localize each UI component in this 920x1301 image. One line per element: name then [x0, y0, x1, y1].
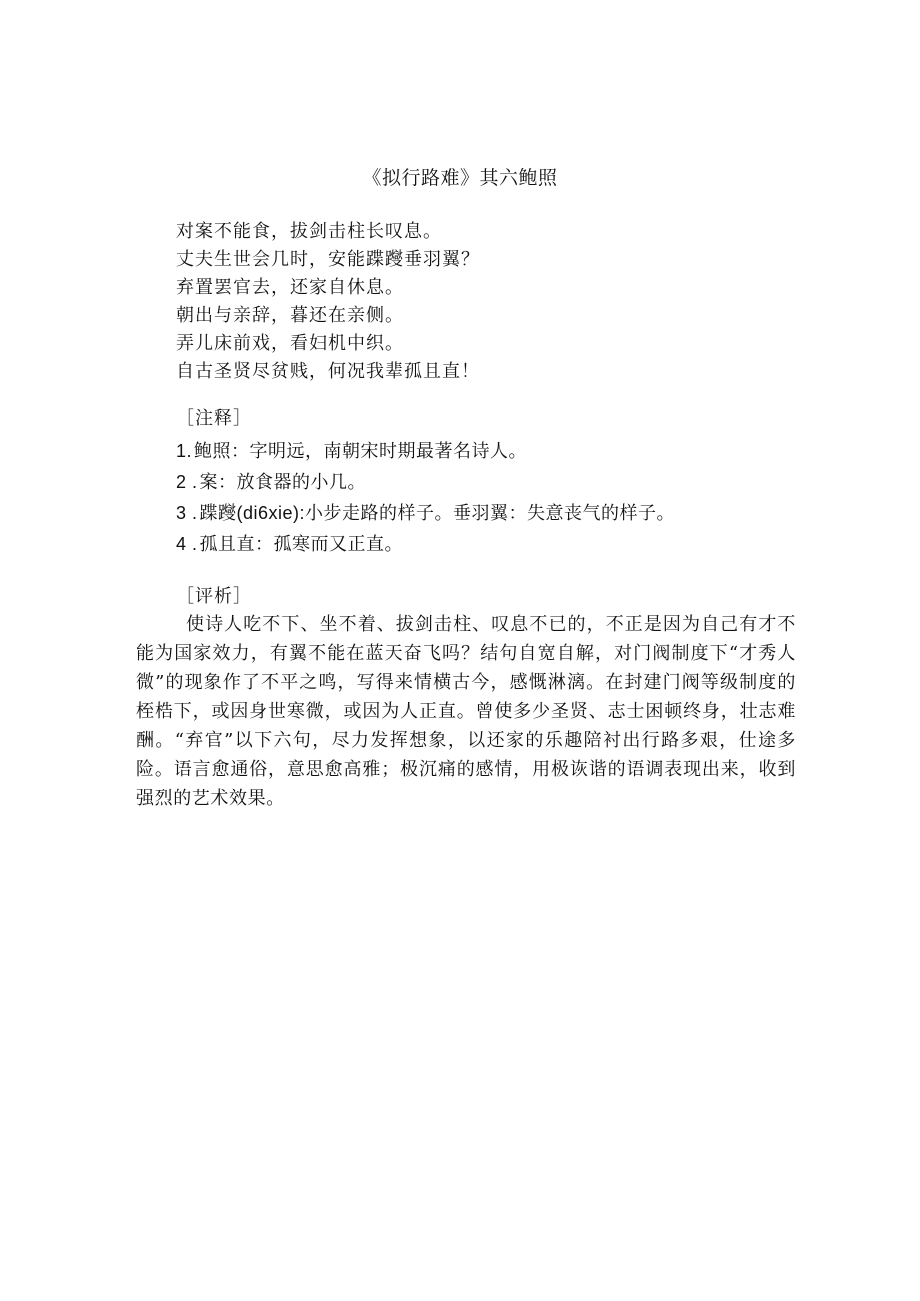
- poem-line: 朝出与亲辞，暮还在亲侧。: [176, 305, 404, 326]
- poem-line: 丈夫生世会几时，安能蹀躞垂羽翼？: [176, 249, 480, 270]
- note-term: 蹀躞: [199, 503, 237, 524]
- note-text: 小步走路的样子。垂羽翼：失意丧气的样子。: [305, 503, 676, 524]
- poem-line: 弄儿床前戏，看妇机中织。: [176, 333, 404, 354]
- poem-title: 《拟行路难》其六鲍照: [362, 167, 558, 189]
- note-text: 孤且直：孤寒而又正直。: [199, 534, 404, 555]
- note-number: 4 .: [176, 534, 198, 554]
- note-number: 2 .: [176, 472, 198, 492]
- poem-line: 自古圣贤尽贫贱，何况我辈孤且直！: [176, 361, 480, 382]
- poem-line: 弃置罢官去，还家自休息。: [176, 277, 404, 298]
- commentary-paragraph: 使诗人吃不下、坐不着、拔剑击柱、叹息不已的，不正是因为自己有才不能为国家效力，有翼不能在蓝天奋飞吗？结句自宽自解，对门阀制度下“才秀人微”的现象作了不平之鸣，写得来情横古今，感慨淋漓。在封建门阀等级制度的桎梏下，或因身世寒微，或因为人正直。曾使多少圣贤、志士困顿终身，壮志难酬。“弃官”以下六句，尽力发挥想象，以还家的乐趣陪衬出行路多艰，仕途多险。语言愈通俗，意思愈高雅；极沉痛的感情，用极诙谐的语调表现出来，收到强烈的艺术效果。: [136, 614, 796, 809]
- commentary-heading: ［评析］: [176, 586, 252, 607]
- poem-body: [176, 218, 480, 386]
- poem-line: 对案不能食，拔剑击柱长叹息。: [176, 221, 442, 242]
- note-text: 鲍照：字明远，南朝宋时期最著名诗人。: [194, 441, 528, 462]
- notes-heading: ［注释］: [176, 408, 252, 429]
- note-pinyin: (di6xie):: [236, 503, 306, 523]
- note-number: 1.: [176, 441, 193, 461]
- note-number: 3 .: [176, 503, 198, 523]
- note-text: 案：放食器的小几。: [199, 472, 367, 493]
- notes-list: [176, 436, 675, 560]
- note-item: [176, 498, 675, 529]
- note-item: [176, 436, 675, 467]
- note-item: [176, 467, 675, 498]
- note-item: [176, 529, 675, 560]
